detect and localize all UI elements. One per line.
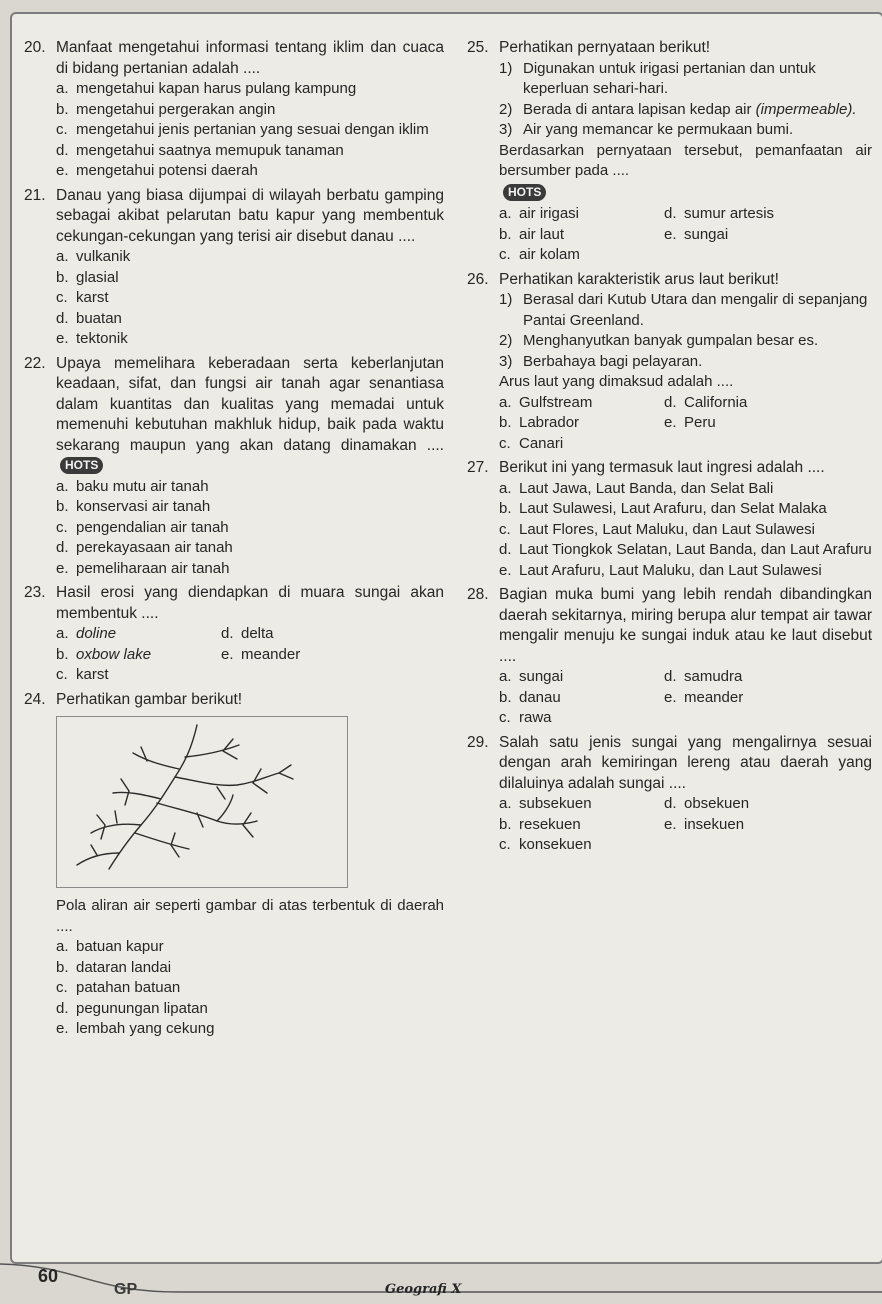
option-d[interactable]: d. Laut Tiongkok Selatan, Laut Banda, dan Laut Arafuru [499, 541, 872, 558]
option-a[interactable]: a. Gulfstream [499, 393, 593, 411]
question-prompt: Berdasarkan pernyataan tersebut, pemanfaatan air bersumber pada .... [499, 141, 872, 179]
question-number: 27. [467, 459, 489, 476]
option-e[interactable]: e. meander [664, 688, 744, 706]
question-28 [467, 585, 872, 729]
option-b[interactable]: b. Laut Sulawesi, Laut Arafuru, dan Selat Malaka [499, 500, 827, 517]
option-b[interactable]: b. konservasi air tanah [56, 498, 211, 515]
question-number: 28. [467, 586, 489, 603]
question-number: 21. [24, 186, 46, 204]
question-number: 24. [24, 690, 46, 708]
option-b[interactable]: b. danau [499, 688, 561, 706]
worksheet-page [10, 12, 882, 1264]
option-d[interactable]: d. obsekuen [664, 795, 750, 812]
question-text: Perhatikan pernyataan berikut! [499, 39, 711, 56]
question-text: Hasil erosi yang diendapkan di muara sungai akan membentuk .... [56, 584, 444, 622]
page-number: 60 [38, 1266, 59, 1286]
option-d[interactable]: d. pegunungan lipatan [56, 999, 208, 1017]
option-a[interactable]: a. batuan kapur [56, 938, 164, 955]
option-c[interactable]: c. konsekuen [499, 836, 592, 853]
option-e[interactable]: e. tektonik [56, 330, 128, 347]
question-prompt: Pola aliran air seperti gambar di atas terbentuk di daerah .... [56, 897, 444, 935]
option-c[interactable]: c. karst [56, 666, 109, 683]
options-grid [467, 667, 872, 729]
question-22 [24, 354, 444, 580]
options-grid [467, 794, 872, 856]
options-grid [467, 393, 872, 455]
option-b[interactable]: b. mengetahui pergerakan angin [56, 100, 276, 118]
option-c[interactable]: c. patahan batuan [56, 979, 181, 996]
question-23 [24, 583, 444, 686]
book-title: Geografi X [385, 1282, 462, 1297]
question-text: Danau yang biasa dijumpai di wilayah berbatu gamping sebagai akibat pelarutan batu kapur yang membentuk cekungan-cekungan yang terisi air disebut danau .... [56, 186, 444, 245]
option-e[interactable]: e. pemeliharaan air tanah [56, 559, 230, 577]
option-c[interactable]: c. mengetahui jenis pertanian yang sesuai dengan iklim [56, 121, 429, 138]
dendritic-drainage-diagram [57, 717, 347, 887]
option-e[interactable]: e. mengetahui potensi daerah [56, 162, 258, 179]
option-d[interactable]: d. delta [221, 625, 274, 642]
option-b[interactable]: b. dataran landai [56, 958, 172, 976]
question-number: 25. [467, 39, 489, 56]
option-c[interactable]: c. Canari [499, 434, 564, 452]
option-a[interactable]: a. doline [56, 625, 117, 642]
question-text: Perhatikan gambar berikut! [56, 690, 243, 708]
options-grid [24, 624, 444, 686]
option-b[interactable]: b. oxbow lake [56, 645, 152, 663]
option-e[interactable]: e. lembah yang cekung [56, 1020, 215, 1037]
option-a[interactable]: a. vulkanik [56, 248, 131, 265]
hots-badge: HOTS [503, 184, 546, 201]
statement-3: 3) Air yang memancar ke permukaan bumi. [499, 121, 794, 138]
question-21 [24, 186, 444, 350]
option-b[interactable]: b. resekuen [499, 815, 581, 833]
question-27 [467, 458, 872, 581]
option-b[interactable]: b. Labrador [499, 414, 580, 431]
option-b[interactable]: b. glasial [56, 268, 119, 286]
question-number: 23. [24, 584, 46, 601]
option-e[interactable]: e. meander [221, 645, 301, 663]
option-d[interactable]: d. perekayasaan air tanah [56, 539, 233, 556]
option-d[interactable]: d. sumur artesis [664, 205, 775, 222]
statement-2: 2) Menghanyutkan banyak gumpalan besar es. [499, 332, 819, 349]
option-c[interactable]: c. Laut Flores, Laut Maluku, dan Laut Sulawesi [499, 520, 816, 538]
hots-badge: HOTS [60, 457, 103, 474]
question-number: 29. [467, 733, 489, 751]
option-e[interactable]: e. sungai [664, 225, 729, 243]
option-a[interactable]: a. air irigasi [499, 205, 580, 222]
option-a[interactable]: a. baku mutu air tanah [56, 477, 209, 495]
option-a[interactable]: a. subsekuen [499, 795, 592, 812]
question-25 [467, 38, 872, 266]
question-text: Manfaat mengetahui informasi tentang iklim dan cuaca di bidang pertanian adalah .... [56, 39, 444, 77]
statement-3: 3) Berbahaya bagi pelayaran. [499, 352, 703, 370]
option-c[interactable]: c. rawa [499, 709, 552, 726]
question-number: 20. [24, 39, 46, 56]
option-a[interactable]: a. sungai [499, 668, 564, 685]
option-a[interactable]: a. mengetahui kapan harus pulang kampung [56, 80, 357, 97]
question-text: Berikut ini yang termasuk laut ingresi adalah .... [499, 459, 825, 476]
option-e[interactable]: e. Peru [664, 414, 716, 431]
question-text: Perhatikan karakteristik arus laut berikut! [499, 270, 779, 288]
question-text: Upaya memelihara keberadaan serta keberlanjutan keadaan, sifat, dan fungsi air tanah agar senantiasa dalam kuantitas dan kualitas yang memadai untuk memenuhi kebutuhan makhluk hidup, baik pada waktu sekarang maupun yang akan datang dinamakan ....HOTS [56, 354, 444, 473]
question-24 [24, 690, 444, 1040]
svg-text:GP: GP [114, 1281, 138, 1298]
drainage-pattern-figure [56, 716, 348, 888]
page-footer [0, 1262, 882, 1304]
question-text: Salah satu jenis sungai yang mengalirnya sesuai dengan arah kemiringan lereng atau daerah yang dilaluinya adalah sungai .... [499, 733, 872, 792]
option-d[interactable]: d. mengetahui saatnya memupuk tanaman [56, 141, 344, 159]
question-number: 22. [24, 354, 46, 372]
question-26 [467, 270, 872, 455]
statement-2: 2) Berada di antara lapisan kedap air (impermeable). [499, 100, 857, 118]
question-text: Bagian muka bumi yang lebih rendah dibandingkan daerah sekitarnya, miring berupa alur tempat air tawar mengalir menuju ke sungai induk atau ke laut disebut .... [499, 586, 872, 665]
statement-1: 1) Digunakan untuk irigasi pertanian dan untuk keperluan sehari-hari. [499, 59, 816, 97]
option-c[interactable]: c. air kolam [499, 246, 580, 263]
option-d[interactable]: d. buatan [56, 309, 122, 327]
option-e[interactable]: e. Laut Arafuru, Laut Maluku, dan Laut Sulawesi [499, 561, 822, 579]
left-column [24, 38, 444, 1044]
option-c[interactable]: c. karst [56, 289, 109, 306]
question-prompt: Arus laut yang dimaksud adalah .... [499, 373, 734, 390]
option-c[interactable]: c. pengendalian air tanah [56, 518, 229, 536]
right-column [467, 38, 872, 860]
option-e[interactable]: e. insekuen [664, 815, 745, 833]
question-number: 26. [467, 270, 489, 288]
question-29 [467, 733, 872, 856]
option-d[interactable]: d. samudra [664, 668, 743, 685]
publisher-logo-icon [112, 1278, 144, 1298]
option-b[interactable]: b. air laut [499, 225, 565, 243]
option-d[interactable]: d. California [664, 393, 748, 411]
option-a[interactable]: a. Laut Jawa, Laut Banda, dan Selat Bali [499, 479, 774, 497]
options-grid [467, 204, 872, 266]
question-20 [24, 38, 444, 182]
statement-1: 1) Berasal dari Kutub Utara dan mengalir di sepanjang Pantai Greenland. [499, 291, 868, 329]
